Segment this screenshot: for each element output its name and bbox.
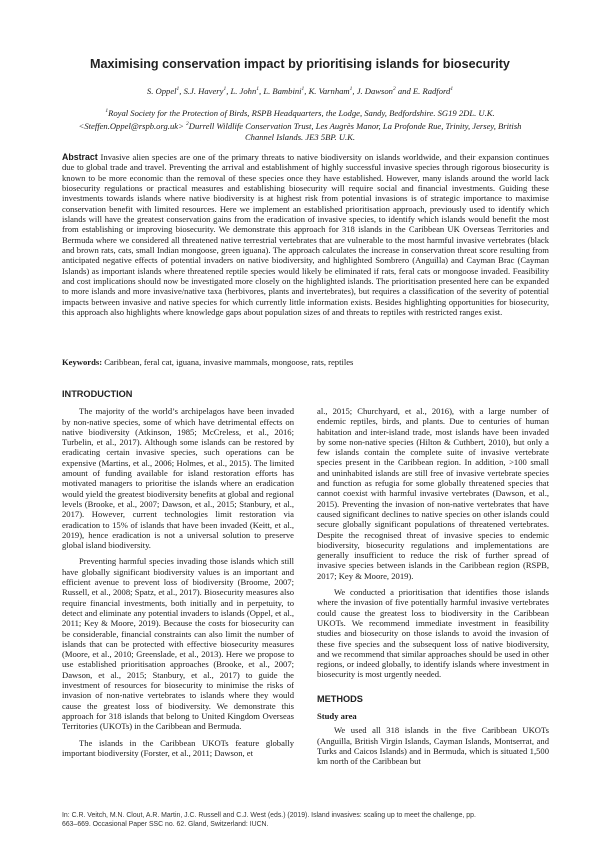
abstract [62, 152, 549, 318]
keywords [62, 357, 549, 367]
affiliation-1: Royal Society for the Protection of Birds, RSPB Headquarters, the Lodge, Sandy, Bedfordshire. SG19 2DL. U.K. <Steffen.Oppel@rspb.org.uk> [78, 107, 495, 131]
keywords-text: Caribbean, feral cat, iguana, invasive mammals, mongoose, rats, reptiles [104, 357, 354, 367]
paragraph: al., 2015; Churchyard, et al., 2016), with a large number of endemic reptiles, birds, and plants. Due to centuries of human habitation and inter-island trade, most islands have been invaded by some non-native species (Hilton & Cuthbert, 2010), but only a few islands contain the complete suite of invasive vertebrate species present in the Caribbean region. In addition, >100 small and uninhabited islands are still free of invasive vertebrate species and function as refugia for some globally threatened species that cannot coexist with harmful invasive vertebrates (Dawson, et al., 2015). Preventing the invasion of non-native vertebrates that have caused significant declines to native species on other islands could secure globally significant populations of threatened vertebrates. Despite the recognised threat of invasive species to endemic biodiversity, biosecurity regulations and implementations are generally insufficient to reduce the risk of further spread of invasive species between islands in the Caribbean region (RSPB, 2017; Key & Moore, 2019). [317, 406, 549, 581]
left-column [62, 389, 294, 764]
abstract-label: Abstract [62, 152, 98, 162]
keywords-label: Keywords: [62, 357, 103, 367]
paper-title: Maximising conservation impact by prioritising islands for biosecurity [90, 57, 510, 71]
author: E. Radford$^1$ [412, 86, 454, 96]
introduction-heading: INTRODUCTION [62, 389, 133, 399]
author-list [40, 86, 560, 96]
author: K. Varnham$^1$, [308, 86, 357, 96]
paragraph: We used all 318 islands in the five Caribbean UKOTs (Anguilla, British Virgin Islands, Cayman Islands, Montserrat, and Turks and Caicos Islands) and in Bermuda, which is situated 1,500 km north of the Caribbean but [317, 725, 549, 767]
right-column [317, 406, 549, 773]
author: L. Bambini$^1$, [263, 86, 309, 96]
study-area-subheading: Study area [317, 711, 357, 722]
methods-heading: METHODS [317, 693, 363, 704]
citation-footer: In: C.R. Veitch, M.N. Clout, A.R. Martin, J.C. Russell and C.J. West (eds.) (2019). Island invasives: scaling up to meet the challenge, pp. 663–669. Occasional Paper SSC no. 62. Gland, Switzerland: IUCN. [62, 812, 476, 828]
author: S. Oppel$^1$, [146, 86, 184, 96]
author: S.J. Havery$^1$, [183, 86, 231, 96]
author: J. Dawson$^2$ and [356, 86, 413, 96]
paragraph: We conducted a prioritisation that identifies those islands where the invasion of five potentially harmful invasive vertebrates could cause the greatest loss to biodiversity in the Caribbean UKOTs. We recommend immediate investment in feasibility studies and biosecurity on those islands to avoid the invasion of these five species and the subsequent loss of native biodiversity, and we recommend that similar approaches should be used in other regions, or indeed globally, to identify islands where investment in biosecurity is most urgently needed. [317, 587, 549, 680]
abstract-text: Invasive alien species are one of the primary threats to native biodiversity on islands worldwide, and their expansion continues due to global trade and travel. Preventing the arrival and establishment of highly successful invasive species through rigorous biosecurity is known to be more economic than the removal of these species once they have established. However, many islands around the world lack biosecurity regulations or practical measures and establishing biosecurity will require social and financial investments. Guiding these investments towards islands where native biodiversity is at highest risk from potential invasions is of strategic importance to maximise conservation benefit with limited resources. Here we implement an established prioritisation approach, previously used to identify which islands will have the greatest conservation gains from the eradication of invasive species, to identify which islands would benefit the most from establishing or improving biosecurity. We demonstrate this approach for 318 islands in the Caribbean UK Overseas Territories and Bermuda where we considered all threatened native terrestrial vertebrates that are vulnerable to the most harmful invasive vertebrates (black and brown rats, cats, small Indian mongoose, green iguana). The approach calculates the increase in conservation threat score resulting from anticipated negative effects of potential invaders on native biodiversity, and highlighted Sombrero (Anguilla) and Cayman Brac (Cayman Islands) as important islands where threatened reptile species would likely be eliminated if rats, feral cats or mongoose invaded. Feasibility and cost implications should now be investigated more closely on the highlighted islands. The prioritisation presented here can be expanded to more islands and more invasive/native taxa (herbivores, plants and invertebrates), but requires a classification of the severity of potential impacts between invasive and native species for which currently little information exists. Besides highlighting opportunities for biosecurity, this approach also highlights where knowledge gaps about population sizes of and threats to reptiles with restricted ranges exist. [62, 152, 549, 318]
paragraph: The islands in the Caribbean UKOTs feature globally important biodiversity (Forster, et al., 2011; Dawson, et [62, 737, 294, 758]
paragraph: The majority of the world’s archipelagos have been invaded by non-native species, some of which have detrimental effects on native biodiversity (Atkinson, 1985; McCreless, et al., 2016; Turbelin, et al., 2017). Although some islands can be restored by eradicating certain invasive species, such operations can be expensive (Martins, et al., 2006; Holmes, et al., 2015). The limited amount of funding available for island restoration efforts has motivated managers to prioritise the islands where an eradication would yield the greatest biodiversity benefits at global and regional levels (Brooke, et al., 2007; Dawson, et al., 2015; Stanbury, et al., 2017). However, current technologies limit restoration via eradication to 15% of islands that have been invaded (Keitt, et al., 2019), hence eradication is not a universal solution to preserve global island biodiversity. [62, 406, 294, 551]
affiliations: $^1$Royal Society for the Protection of Birds, RSPB Headquarters, the Lodge, Sandy, Bedfordshire. SG19 2DL. U.K. <Steffen.Oppel@rspb.org.uk> $^2$Durrell Wildlife Conservation Trust, Les Augrès Manor, La Profonde Rue, Trinity, Jersey, British Channel Islands. JE3 5BP. U.K. [78, 107, 522, 143]
paragraph: Preventing harmful species invading those islands which still have globally significant biodiversity values is an important and efficient avenue to prevent loss of biodiversity (Broome, 2007; Russell, et al., 2008; Spatz, et al., 2017). Biosecurity measures also require financial investments, both initially and in perpetuity, to detect and eliminate any potential invaders to islands (Oppel, et al., 2011; Key & Moore, 2019). Because the costs for biosecurity can be considerable, financial constraints can also limit the number of islands that can be protected with effective biosecurity measures (Moore, et al., 2010; Greenslade, et al., 2013). Here we propose to use established prioritisation approaches (Brooke, et al., 2007; Dawson, et al., 2015; Stanbury, et al., 2017) to guide the investment of resources for biosecurity to minimise the risks of invasion of non-native vertebrates to islands where they would cause the greatest loss of biodiversity. We demonstrate this approach for 318 islands that belong to United Kingdom Overseas Territories (UKOTs) in the Caribbean and Bermuda. [62, 556, 294, 732]
affiliation-2: Durrell Wildlife Conservation Trust, Les Augrès Manor, La Profonde Rue, Trinity, Jersey, British Channel Islands. JE3 5BP. U.K. [188, 120, 522, 143]
author: L. John$^1$, [230, 86, 264, 96]
